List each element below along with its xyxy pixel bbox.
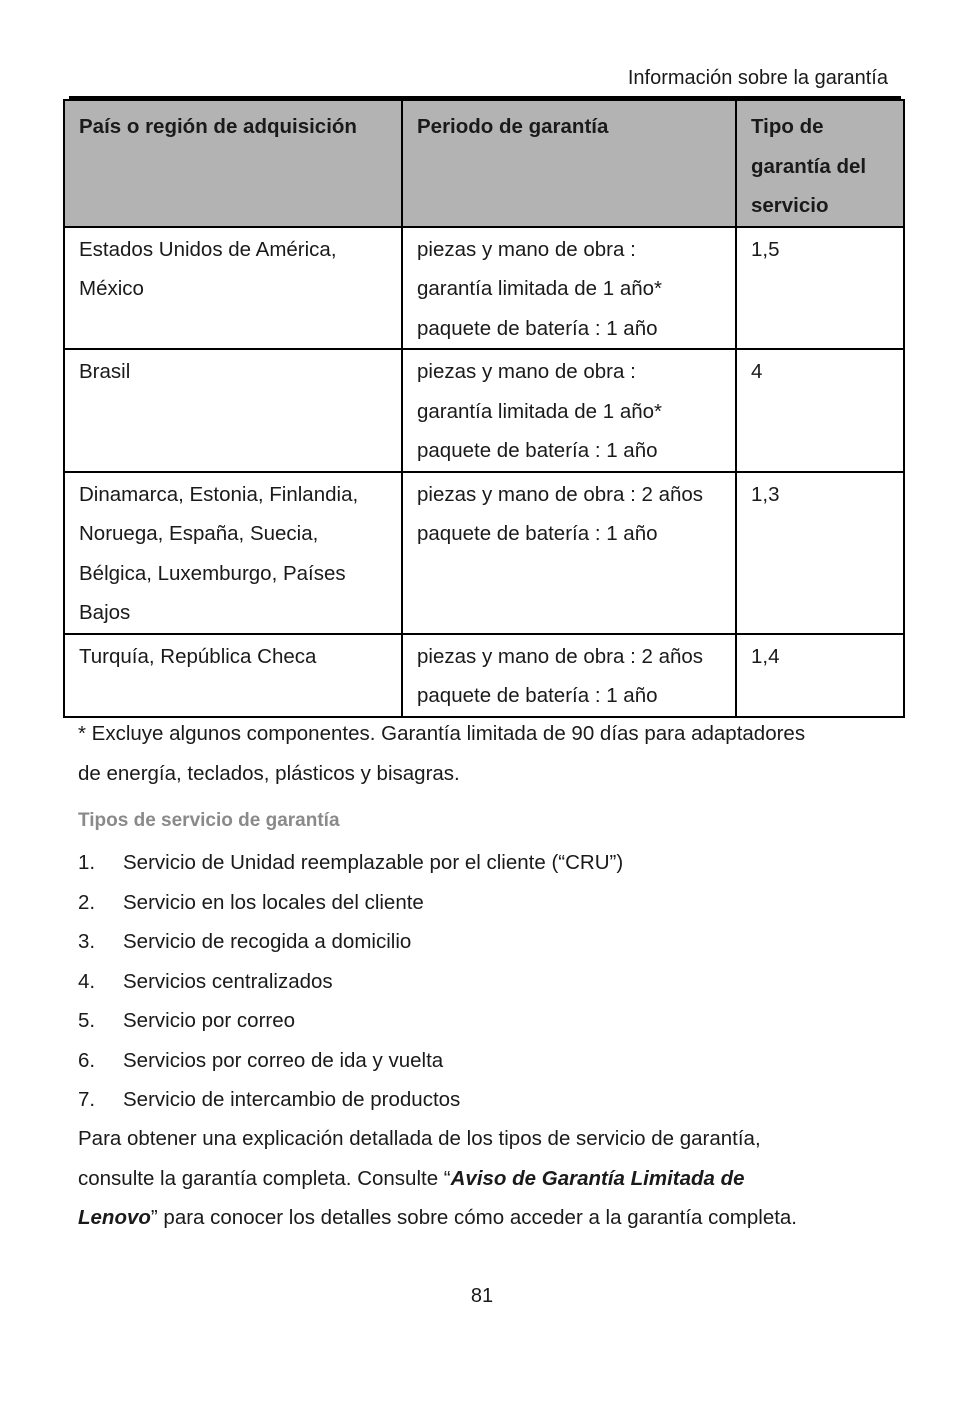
header-line: garantía del [751,154,867,178]
list-item [78,1001,623,1041]
list-item [78,883,623,923]
region-cell [64,349,402,472]
period-cell [402,227,736,350]
table-row [64,472,904,634]
region-cell [64,634,402,717]
document-reference: Aviso de Garantía Limitada de [450,1166,745,1190]
period-line: piezas y mano de obra : [417,237,636,261]
paragraph-line [78,1159,908,1199]
page-number: 81 [470,1285,494,1307]
period-cell [402,349,736,472]
list-item [78,1080,623,1120]
period-line: paquete de batería : 1 año [417,684,658,707]
table-row [64,349,904,472]
footnote-line: de energía, teclados, plásticos y bisagras. [78,761,460,785]
list-item [78,922,623,962]
paragraph-line: Para obtener una explicación detallada de los tipos de servicio de garantía, [78,1127,761,1150]
list-item [78,1041,623,1081]
list-item [78,843,623,883]
region-cell [64,227,402,350]
column-header-service-type [736,100,904,227]
period-line: garantía limitada de 1 año* [417,399,663,423]
period-line: piezas y mano de obra : [417,360,636,383]
table-row [64,227,904,350]
paragraph-text: consulte la garantía completa. Consulte “ [78,1166,451,1190]
region-line: Bajos [79,601,131,624]
header-line: Tipo de [751,115,824,138]
period-line: paquete de batería : 1 año [417,316,658,340]
service-type-cell: 1,4 [736,634,904,717]
service-types-list [78,843,623,1120]
period-line: paquete de batería : 1 año [417,439,658,462]
table-footnote [78,714,898,793]
closing-paragraph [78,1119,908,1238]
list-number: 4. [78,969,96,993]
list-number: 6. [78,1048,96,1072]
period-cell [402,472,736,634]
running-header: Información sobre la garantía [627,67,888,89]
region-line: Dinamarca, Estonia, Finlandia, [79,482,359,506]
table-header-row [64,100,904,227]
paragraph-text: ” para conocer los detalles sobre cómo acceder a la garantía completa. [150,1206,798,1229]
period-line: piezas y mano de obra : 2 años [417,482,704,506]
period-line: garantía limitada de 1 año* [417,277,663,300]
list-item [78,962,623,1002]
period-cell [402,634,736,717]
service-type-cell: 4 [736,349,904,472]
region-line: Brasil [79,360,131,383]
service-type-cell: 1,5 [736,227,904,350]
footnote-line: * Excluye algunos componentes. Garantía limitada de 90 días para adaptadores [78,722,806,745]
period-line: piezas y mano de obra : 2 años [417,644,704,668]
list-label: Servicios por correo de ida y vuelta [123,1048,444,1072]
period-line: paquete de batería : 1 año [417,522,658,545]
list-label: Servicios centralizados [123,969,333,993]
service-type-cell: 1,3 [736,472,904,634]
region-line: Turquía, República Checa [79,644,317,668]
list-label: Servicio de recogida a domicilio [123,930,412,953]
list-number: 7. [78,1088,96,1111]
list-label: Servicio de Unidad reemplazable por el cliente (“CRU”) [123,851,624,874]
region-line: Bélgica, Luxemburgo, Países [79,561,346,585]
list-number: 3. [78,930,96,953]
column-header-period: Periodo de garantía [402,100,736,227]
warranty-table [63,99,905,718]
region-line: Estados Unidos de América, [79,237,337,261]
column-header-region: País o región de adquisición [64,100,402,227]
list-label: Servicio de intercambio de productos [123,1088,461,1111]
list-number: 1. [78,851,96,874]
table-row [64,634,904,717]
paragraph-line [78,1198,908,1238]
region-line: México [79,277,144,300]
region-cell [64,472,402,634]
region-line: Noruega, España, Suecia, [79,522,319,545]
document-reference: Lenovo [78,1206,151,1229]
list-number: 5. [78,1009,96,1032]
list-label: Servicio por correo [123,1009,296,1032]
section-title: Tipos de servicio de garantía [78,810,340,831]
list-number: 2. [78,890,96,914]
list-label: Servicio en los locales del cliente [123,890,424,914]
header-line: servicio [751,194,829,217]
